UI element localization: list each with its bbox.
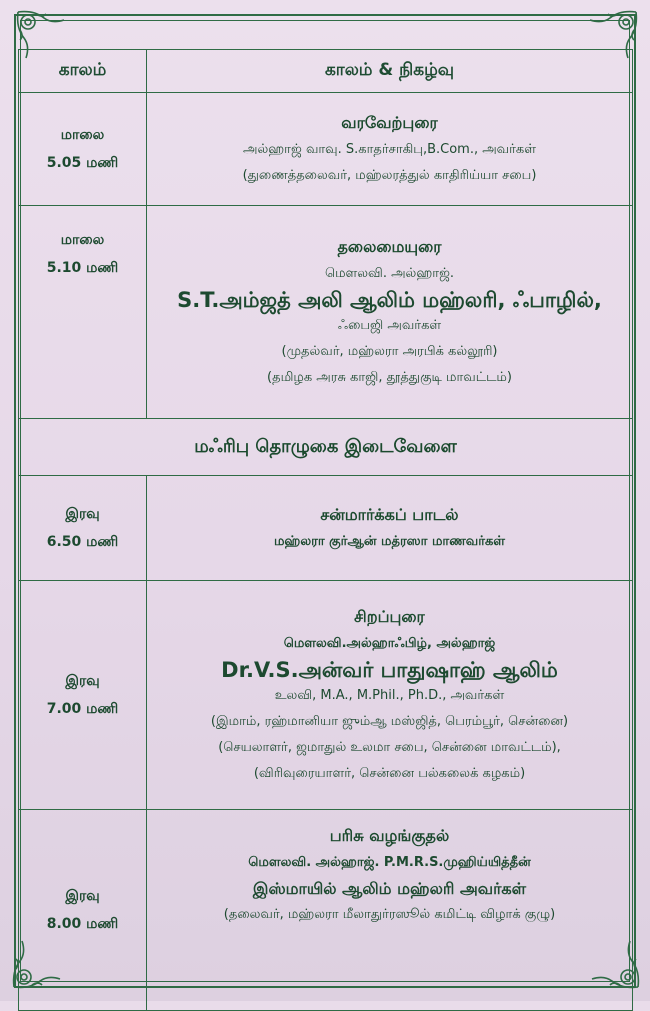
event-title: வரவேற்புரை [341, 113, 438, 132]
event-line: Dr.V.S.அன்வர் பாதுஷாஹ் ஆலிம் [221, 658, 558, 682]
event-cell [147, 93, 633, 206]
program-schedule-table [18, 49, 633, 1011]
table-row [19, 581, 633, 810]
event-title: சிறப்புரை [354, 607, 425, 626]
time-column-header: காலம் [19, 50, 147, 93]
time-value: 5.10 மணி [46, 260, 119, 276]
event-line: (விரிவுரையாளர், சென்னை பல்கலைக் கழகம்) [253, 766, 526, 781]
time-value: 8.00 மணி [46, 916, 119, 932]
time-cell [19, 581, 147, 810]
event-line: (இமாம், ரஹ்மானியா ஜும்ஆ மஸ்ஜித், பெரம்பூர், சென்னை) [210, 714, 569, 729]
event-line: இஸ்மாயில் ஆலிம் மஹ்லரி அவர்கள் [252, 879, 527, 898]
table-row [19, 419, 633, 476]
event-line: (செயலாளர், ஜமாதுல் உலமா சபை, சென்னை மாவட்டம்), [218, 740, 561, 755]
time-label: மாலை [60, 127, 105, 143]
time-label: மாலை [60, 232, 105, 248]
time-value: 5.05 மணி [46, 155, 119, 171]
event-line: உலவி, M.A., M.Phil., Ph.D., அவர்கள் [274, 688, 505, 703]
event-column-header: காலம் & நிகழ்வு [147, 50, 633, 93]
event-line: (முதல்வர், மஹ்லரா அரபிக் கல்லூரி) [281, 344, 498, 359]
table-row [19, 206, 633, 419]
event-line: மௌலவி.அல்ஹாஃபிழ், அல்ஹாஜ் [283, 636, 496, 651]
time-cell [19, 93, 147, 206]
event-cell [147, 206, 633, 419]
time-value: 7.00 மணி [46, 701, 119, 717]
event-title: சன்மார்க்கப் பாடல் [320, 505, 459, 524]
event-line: மஹ்லரா குர்ஆன் மத்ரஸா மாணவர்கள் [273, 534, 506, 549]
event-line: (தலைவர், மஹ்லரா மீலாதுர்ரஸூல் கமிட்டி விழாக் குழு) [223, 907, 556, 922]
time-value: 6.50 மணி [46, 534, 119, 550]
time-cell [19, 476, 147, 581]
event-cell [147, 810, 633, 1011]
event-cell [147, 581, 633, 810]
event-line: ஃபைஜி அவர்கள் [337, 318, 442, 333]
event-line: (துணைத்தலைவர், மஹ்லரத்துல் காதிரிய்யா சபை) [242, 168, 537, 183]
time-label: இரவு [65, 888, 100, 904]
table-header-row [19, 50, 633, 93]
time-cell [19, 206, 147, 419]
event-line: மௌலவி. அல்ஹாஜ். [324, 266, 455, 281]
time-label: இரவு [65, 506, 100, 522]
event-line: (தமிழக அரசு காஜி, தூத்துகுடி மாவட்டம்) [267, 370, 512, 385]
table-row [19, 476, 633, 581]
time-label: இரவு [65, 673, 100, 689]
event-title: தலைமையுரை [337, 237, 442, 256]
time-cell [19, 810, 147, 1011]
table-row [19, 810, 633, 1011]
event-line: S.T.அம்ஜத் அலி ஆலிம் மஹ்லரி, ஃபாழில், [177, 288, 602, 312]
table-row [19, 93, 633, 206]
event-line: அல்ஹாஜ் வாவு. S.காதர்சாகிபு,B.Com., அவர்கள் [243, 142, 536, 157]
event-cell [147, 476, 633, 581]
break-banner: மஃரிபு தொழுகை இடைவேளை [19, 419, 633, 476]
event-line: மௌலவி. அல்ஹாஜ். P.M.R.S.முஹிய்யித்தீன் [248, 855, 531, 870]
event-title: பரிசு வழங்குதல் [329, 826, 450, 845]
